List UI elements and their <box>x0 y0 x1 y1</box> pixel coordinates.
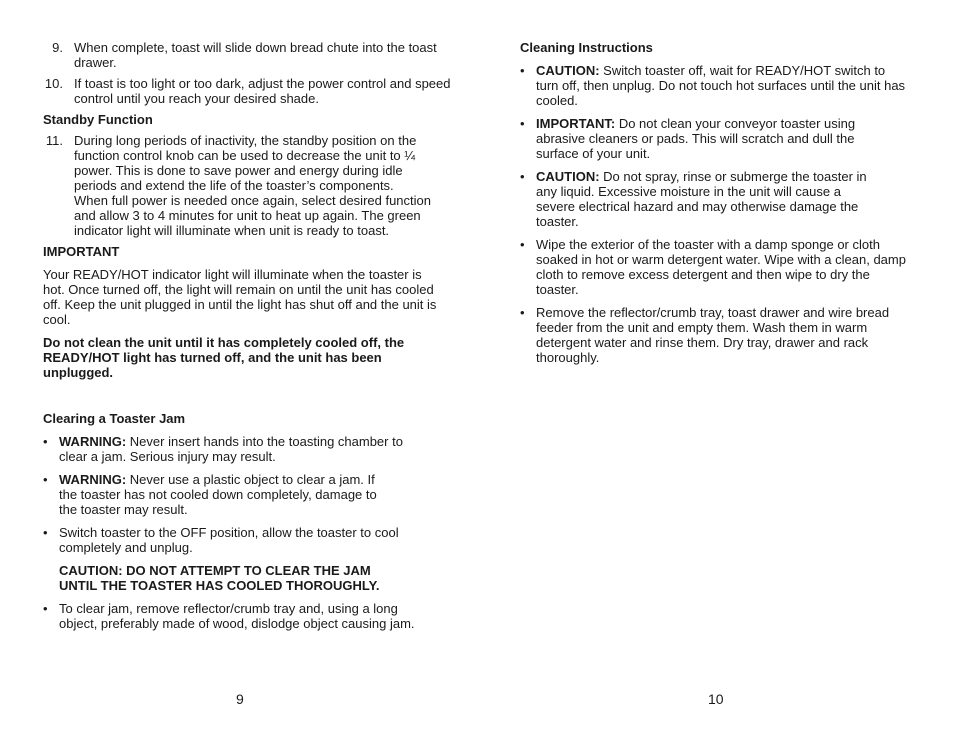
step-number: 11. <box>45 133 63 148</box>
important-heading: IMPORTANT <box>43 244 120 259</box>
step-11 <box>43 133 431 238</box>
bullet-text: Switch toaster to the OFF position, allow the toaster to cool completely and unplug. <box>59 525 399 555</box>
step-number: 10. <box>44 76 63 91</box>
cleaning-bullet-2 <box>520 116 881 161</box>
bullet-mark: • <box>43 601 48 616</box>
jam-caution: CAUTION: DO NOT ATTEMPT TO CLEAR THE JAM UNTIL THE TOASTER HAS COOLED THOROUGHLY. <box>59 563 380 593</box>
bullet-mark: • <box>520 305 525 320</box>
caution-label: CAUTION: <box>536 169 600 184</box>
bullet-mark: • <box>520 63 525 78</box>
jam-bullet-4 <box>43 601 439 631</box>
bullet-mark: • <box>520 237 525 252</box>
step-text: During long periods of inactivity, the standby position on the function control knob can be used to decrease the unit to ¼ power. This is done to save power and energy during idle periods and extend the life of the toaster’s components. When full power is needed once again, select desired function and allow 3 to 4 minutes for unit to heat up again. The green indicator light will illuminate when unit is ready to toast. <box>74 133 431 238</box>
important-warning: Do not clean the unit until it has completely cooled off, the READY/HOT light has turned off, and the unit has been unplugged. <box>43 335 405 380</box>
bullet-text: Switch toaster off, wait for READY/HOT switch to turn off, then unplug. Do not touch hot surfaces until the unit has cooled. <box>536 63 906 108</box>
jam-heading: Clearing a Toaster Jam <box>43 411 186 426</box>
cleaning-bullet-5 <box>520 305 921 365</box>
cleaning-bullet-3 <box>520 169 881 229</box>
jam-bullet-2 <box>43 472 389 517</box>
cleaning-bullet-4 <box>520 237 911 297</box>
bullet-text: Do not spray, rinse or submerge the toaster in any liquid. Excessive moisture in the unit will cause a severe electrical hazard and may otherwise damage the toaster. <box>536 169 867 229</box>
step-number: 9. <box>52 40 63 55</box>
page-number-right: 10 <box>708 691 724 707</box>
step-9 <box>43 40 449 70</box>
warning-label: WARNING: <box>59 434 127 449</box>
bullet-mark: • <box>43 472 48 487</box>
cleaning-heading: Cleaning Instructions <box>520 40 653 55</box>
important-label: IMPORTANT: <box>536 116 616 131</box>
page-number-left: 9 <box>236 691 244 707</box>
cleaning-bullet-1 <box>520 63 906 108</box>
step-text: If toast is too light or too dark, adjust the power control and speed control until you reach your desired shade. <box>74 76 451 106</box>
bullet-mark: • <box>43 434 48 449</box>
warning-label: WARNING: <box>59 472 127 487</box>
left-page-column <box>43 40 451 631</box>
bullet-mark: • <box>520 169 525 184</box>
caution-label: CAUTION: <box>536 63 600 78</box>
bullet-mark: • <box>43 525 48 540</box>
bullet-mark: • <box>520 116 525 131</box>
bullet-text: To clear jam, remove reflector/crumb tray and, using a long object, preferably made of wood, dislodge object causing jam. <box>59 601 415 631</box>
standby-heading: Standby Function <box>43 112 153 127</box>
bullet-text: Never use a plastic object to clear a jam. If the toaster has not cooled down completely, damage to the toaster may result. <box>59 472 377 517</box>
bullet-text: Do not clean your conveyor toaster using abrasive cleaners or pads. This will scratch and dull the surface of your unit. <box>536 116 856 161</box>
right-page-column <box>520 40 905 365</box>
jam-bullet-1 <box>43 434 414 464</box>
bullet-text: Wipe the exterior of the toaster with a damp sponge or cloth soaked in hot or warm detergent water. Wipe with a clean, damp cloth to remove excess detergent and then wipe to dry the toaster. <box>536 237 906 297</box>
bullet-text: Never insert hands into the toasting chamber to clear a jam. Serious injury may result. <box>59 434 403 464</box>
bullet-text: Remove the reflector/crumb tray, toast drawer and wire bread feeder from the unit and empty them. Wash them in warm detergent water and rinse them. Dry tray, drawer and rack thoroughly. <box>536 305 890 365</box>
important-text: Your READY/HOT indicator light will illuminate when the toaster is hot. Once turned off, the light will remain on until the unit has cooled off. Keep the unit plugged in until the light has shut off and the unit is cool. <box>43 267 437 327</box>
step-text: When complete, toast will slide down bread chute into the toast drawer. <box>74 40 437 70</box>
jam-bullet-3 <box>43 525 419 555</box>
step-10 <box>43 76 459 106</box>
